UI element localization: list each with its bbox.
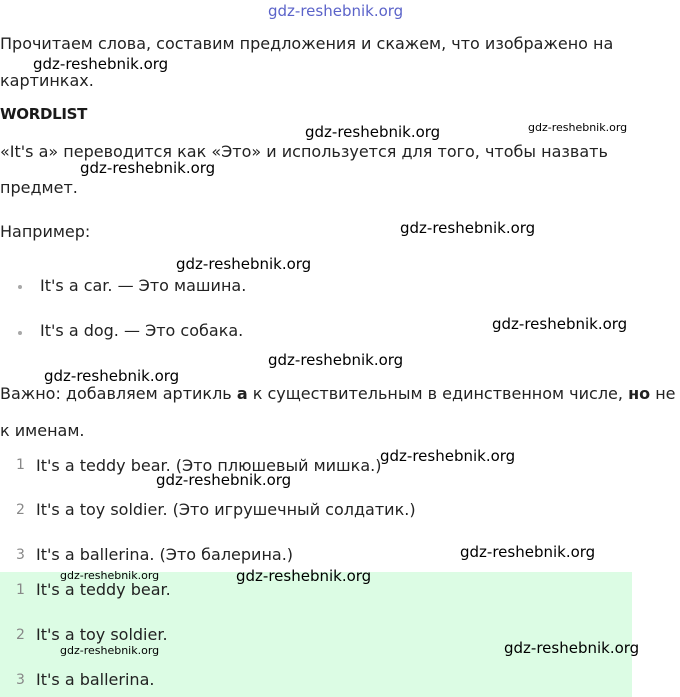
wordlist-heading: WORDLIST <box>0 105 88 123</box>
list-number: 3 <box>16 547 25 563</box>
watermark: gdz-reshebnik.org <box>492 315 628 333</box>
watermark: gdz-reshebnik.org <box>156 471 292 489</box>
note-text: к существительным в единственном числе, <box>247 384 629 403</box>
list-item: It's a ballerina. (Это балерина.) <box>36 545 294 564</box>
answer-number: 3 <box>16 672 25 688</box>
intro-line-2: картинках. <box>0 71 94 90</box>
note-bold-but: но <box>628 384 651 403</box>
watermark: gdz-reshebnik.org <box>60 644 160 657</box>
example-item: It's a car. — Это машина. <box>40 276 247 295</box>
note-bold-article: а <box>236 384 248 403</box>
example-label: Например: <box>0 222 91 241</box>
intro-line-1: Прочитаем слова, составим предложения и скажем, что изображено на <box>0 34 614 53</box>
note-line-1 <box>0 383 676 405</box>
answer-number: 2 <box>16 627 25 643</box>
watermark: gdz-reshebnik.org <box>236 567 372 585</box>
watermark: gdz-reshebnik.org <box>80 159 216 177</box>
watermark: gdz-reshebnik.org <box>33 55 169 73</box>
answer-item: It's a teddy bear. <box>36 580 171 599</box>
list-number: 2 <box>16 502 25 518</box>
example-item: It's a dog. — Это собака. <box>40 321 244 340</box>
watermark: gdz-reshebnik.org <box>528 121 628 134</box>
watermark: gdz-reshebnik.org <box>380 447 516 465</box>
note-line-2: к именам. <box>0 421 85 440</box>
watermark: gdz-reshebnik.org <box>460 543 596 561</box>
note-text: не <box>650 384 676 403</box>
watermark: gdz-reshebnik.org <box>268 351 404 369</box>
watermark: gdz-reshebnik.org <box>400 219 536 237</box>
note-text: Важно: добавляем артикль <box>0 384 237 403</box>
bullet-icon <box>18 285 22 289</box>
bullet-icon <box>18 331 22 335</box>
list-item: It's a toy soldier. (Это игрушечный солдатик.) <box>36 500 416 519</box>
answer-item: It's a toy soldier. <box>36 625 168 644</box>
list-item: It's a teddy bear. (Это плюшевый мишка.) <box>36 456 382 475</box>
wordlist-explanation-line-2: предмет. <box>0 178 78 197</box>
site-watermark-top: gdz-reshebnik.org <box>268 2 404 20</box>
watermark: gdz-reshebnik.org <box>504 639 640 657</box>
wordlist-explanation-line-1: «It's a» переводится как «Это» и используется для того, чтобы назвать <box>0 142 608 161</box>
answer-item: It's a ballerina. <box>36 670 155 689</box>
watermark: gdz-reshebnik.org <box>44 367 180 385</box>
list-number: 1 <box>16 457 25 473</box>
answer-number: 1 <box>16 582 25 598</box>
watermark: gdz-reshebnik.org <box>305 123 441 141</box>
watermark: gdz-reshebnik.org <box>60 569 160 582</box>
watermark: gdz-reshebnik.org <box>176 255 312 273</box>
